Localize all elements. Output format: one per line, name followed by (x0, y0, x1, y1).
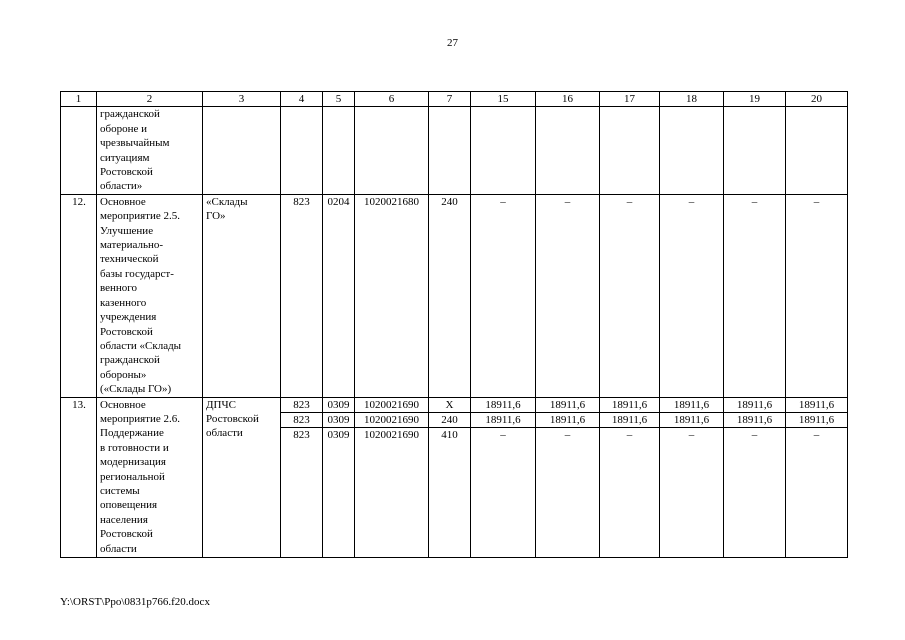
header-cell: 3 (203, 92, 281, 107)
rzpr-cell: 0309 (323, 428, 355, 558)
value-cell: – (600, 194, 660, 397)
vr-cell: 410 (429, 428, 471, 558)
empty-cell (536, 107, 600, 194)
value-cell: 18911,6 (600, 412, 660, 427)
vr-cell: 240 (429, 194, 471, 397)
value-cell: 18911,6 (600, 397, 660, 412)
empty-cell (429, 107, 471, 194)
value-cell: – (786, 428, 848, 558)
table-row-continuation (61, 107, 848, 194)
grbs-cell: 823 (281, 397, 323, 412)
measure-name-cell: Основное мероприятие 2.5. Улучшение материально- технической базы государст- венного казенного учреждения Ростовской области «Склады гражданской обороны» («Склады ГО») (97, 194, 203, 397)
header-cell: 19 (724, 92, 786, 107)
empty-cell (786, 107, 848, 194)
header-cell: 18 (660, 92, 724, 107)
program-table (60, 91, 848, 558)
measure-name-cell: Основное мероприятие 2.6. Поддержание в готовности и модернизация региональной системы оповещения населения Ростовской области (97, 397, 203, 558)
csr-cell: 1020021680 (355, 194, 429, 397)
measure-name-cell: гражданской обороне и чрезвычайным ситуациям Ростовской области» (97, 107, 203, 194)
empty-cell (600, 107, 660, 194)
value-cell: – (600, 428, 660, 558)
value-cell: – (536, 428, 600, 558)
header-cell: 4 (281, 92, 323, 107)
table-row-13 (61, 397, 848, 412)
value-cell: 18911,6 (471, 397, 536, 412)
value-cell: – (724, 194, 786, 397)
header-cell: 20 (786, 92, 848, 107)
grbs-cell: 823 (281, 194, 323, 397)
value-cell: – (660, 428, 724, 558)
value-cell: 18911,6 (724, 412, 786, 427)
vr-cell: 240 (429, 412, 471, 427)
value-cell: 18911,6 (536, 397, 600, 412)
executor-cell (203, 107, 281, 194)
value-cell: – (660, 194, 724, 397)
value-cell: 18911,6 (724, 397, 786, 412)
empty-cell (355, 107, 429, 194)
executor-cell: ДПЧС Ростовской области (203, 397, 281, 558)
header-cell: 7 (429, 92, 471, 107)
rzpr-cell: 0309 (323, 412, 355, 427)
header-row (61, 92, 848, 107)
value-cell: 18911,6 (660, 397, 724, 412)
value-cell: – (786, 194, 848, 397)
value-cell: 18911,6 (660, 412, 724, 427)
rzpr-cell: 0309 (323, 397, 355, 412)
value-cell: – (724, 428, 786, 558)
value-cell: 18911,6 (471, 412, 536, 427)
header-cell: 1 (61, 92, 97, 107)
empty-cell (323, 107, 355, 194)
table-row-12 (61, 194, 848, 397)
executor-cell: «Склады ГО» (203, 194, 281, 397)
header-cell: 5 (323, 92, 355, 107)
grbs-cell: 823 (281, 412, 323, 427)
header-cell: 6 (355, 92, 429, 107)
value-cell: – (471, 428, 536, 558)
value-cell: 18911,6 (536, 412, 600, 427)
vr-cell: Х (429, 397, 471, 412)
value-cell: – (536, 194, 600, 397)
page-number: 27 (447, 37, 458, 49)
row-number-cell: 12. (61, 194, 97, 397)
rzpr-cell: 0204 (323, 194, 355, 397)
csr-cell: 1020021690 (355, 412, 429, 427)
header-cell: 2 (97, 92, 203, 107)
empty-cell (724, 107, 786, 194)
header-cell: 15 (471, 92, 536, 107)
document-file-path: Y:\ORST\Ppo\0831p766.f20.docx (60, 596, 210, 608)
csr-cell: 1020021690 (355, 428, 429, 558)
empty-cell (281, 107, 323, 194)
csr-cell: 1020021690 (355, 397, 429, 412)
empty-cell (660, 107, 724, 194)
header-cell: 17 (600, 92, 660, 107)
row-number-cell: 13. (61, 397, 97, 558)
value-cell: – (471, 194, 536, 397)
row-number-cell (61, 107, 97, 194)
grbs-cell: 823 (281, 428, 323, 558)
value-cell: 18911,6 (786, 397, 848, 412)
empty-cell (471, 107, 536, 194)
header-cell: 16 (536, 92, 600, 107)
value-cell: 18911,6 (786, 412, 848, 427)
